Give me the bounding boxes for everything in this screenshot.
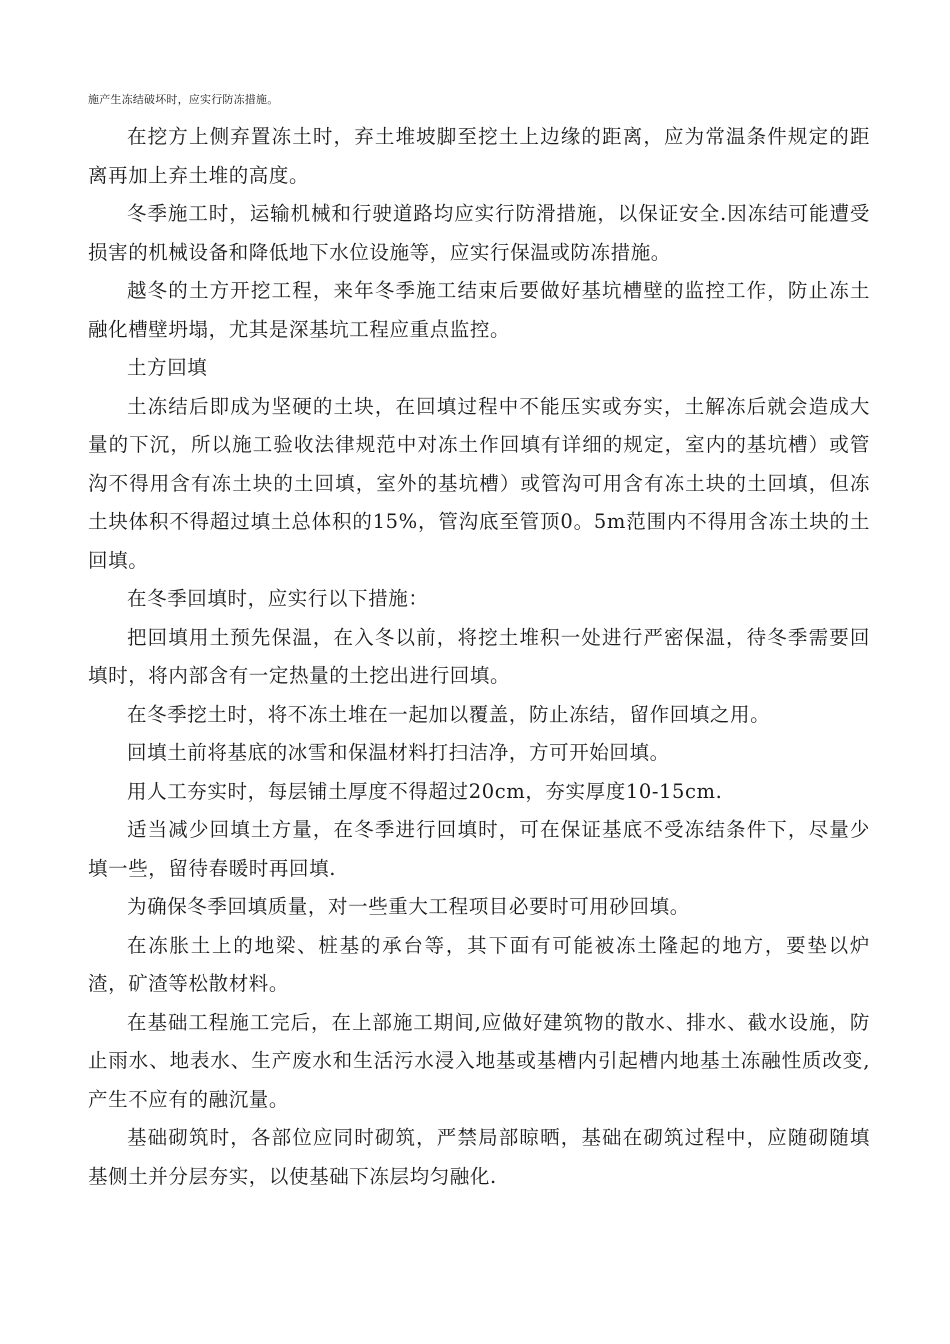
paragraph-spoil-placement: 在挖方上侧弃置冻土时，弃土堆坡脚至挖土上边缘的距离，应为常温条件规定的距离再加上弃土堆的高度。 — [88, 125, 870, 187]
paragraph-sand-backfill: 为确保冬季回填质量，对一些重大工程项目必要时可用砂回填。 — [127, 895, 690, 918]
section-heading-backfill: 土方回填 — [127, 356, 208, 379]
paragraph-anti-slip: 冬季施工时，运输机械和行驶道路均应实行防滑措施，以保证安全.因冻结可能遭受损害的机械设备和降低地下水位设施等，应实行保温或防冻措施。 — [88, 202, 870, 264]
paragraph-drainage: 在基础工程施工完后，在上部施工期间,应做好建筑物的散水、排水、截水设施，防止雨水、地表水、生产废水和生活污水浸入地基或基槽内引起槽内地基土冻融性质改变,产生不应有的融沉量。 — [88, 1010, 870, 1111]
paragraph-overwinter-excavation: 越冬的土方开挖工程，来年冬季施工结束后要做好基坑槽壁的监控工作，防止冻土融化槽壁坍塌，尤其是深基坑工程应重点监控。 — [88, 279, 870, 341]
paragraph-preheat-soil: 把回填用土预先保温，在入冬以前，将挖土堆积一处进行严密保温，待冬季需要回填时，将内部含有一定热量的土挖出进行回填。 — [88, 625, 870, 687]
paragraph-tamping: 用人工夯实时，每层铺土厚度不得超过20cm，夯实厚度10-15cm. — [127, 779, 723, 803]
paragraph-reduce-backfill: 适当减少回填土方量，在冬季进行回填时，可在保证基底不受冻结条件下，尽量少填一些，留待春暖时再回填. — [88, 818, 870, 880]
paragraph-cover-soil: 在冬季挖土时，将不冻土堆在一起加以覆盖，防止冻结，留作回填之用。 — [127, 702, 771, 726]
continued-line: 施产生冻结破坏时，应实行防冻措施。 — [88, 93, 279, 106]
paragraph-winter-measures-intro: 在冬季回填时，应实行以下措施： — [127, 587, 429, 610]
paragraph-frost-heave: 在冻胀土上的地梁、桩基的承台等，其下面有可能被冻土隆起的地方，要垫以炉渣，矿渣等松散材料。 — [88, 933, 870, 995]
paragraph-foundation-masonry: 基础砌筑时，各部位应同时砌筑，严禁局部晾晒，基础在砌筑过程中，应随砌随填基侧土并分层夯实，以使基础下冻层均匀融化. — [88, 1126, 870, 1188]
paragraph-frozen-soil-backfill: 土冻结后即成为坚硬的土块，在回填过程中不能压实或夯实，土解冻后就会造成大量的下沉，所以施工验收法律规范中对冻土作回填有详细的规定，室内的基坑槽）或管沟不得用含有冻土块的土回填，室外的基坑槽）或管沟可用含有冻土块的土回填，但冻土块体积不得超过填土总体积的15%，管沟底至管顶0。5m范围内不得用含冻土块的土回填。 — [88, 394, 870, 572]
document-page — [88, 92, 870, 1196]
paragraph-clean-base: 回填土前将基底的冰雪和保温材料打扫洁净，方可开始回填。 — [127, 741, 670, 764]
